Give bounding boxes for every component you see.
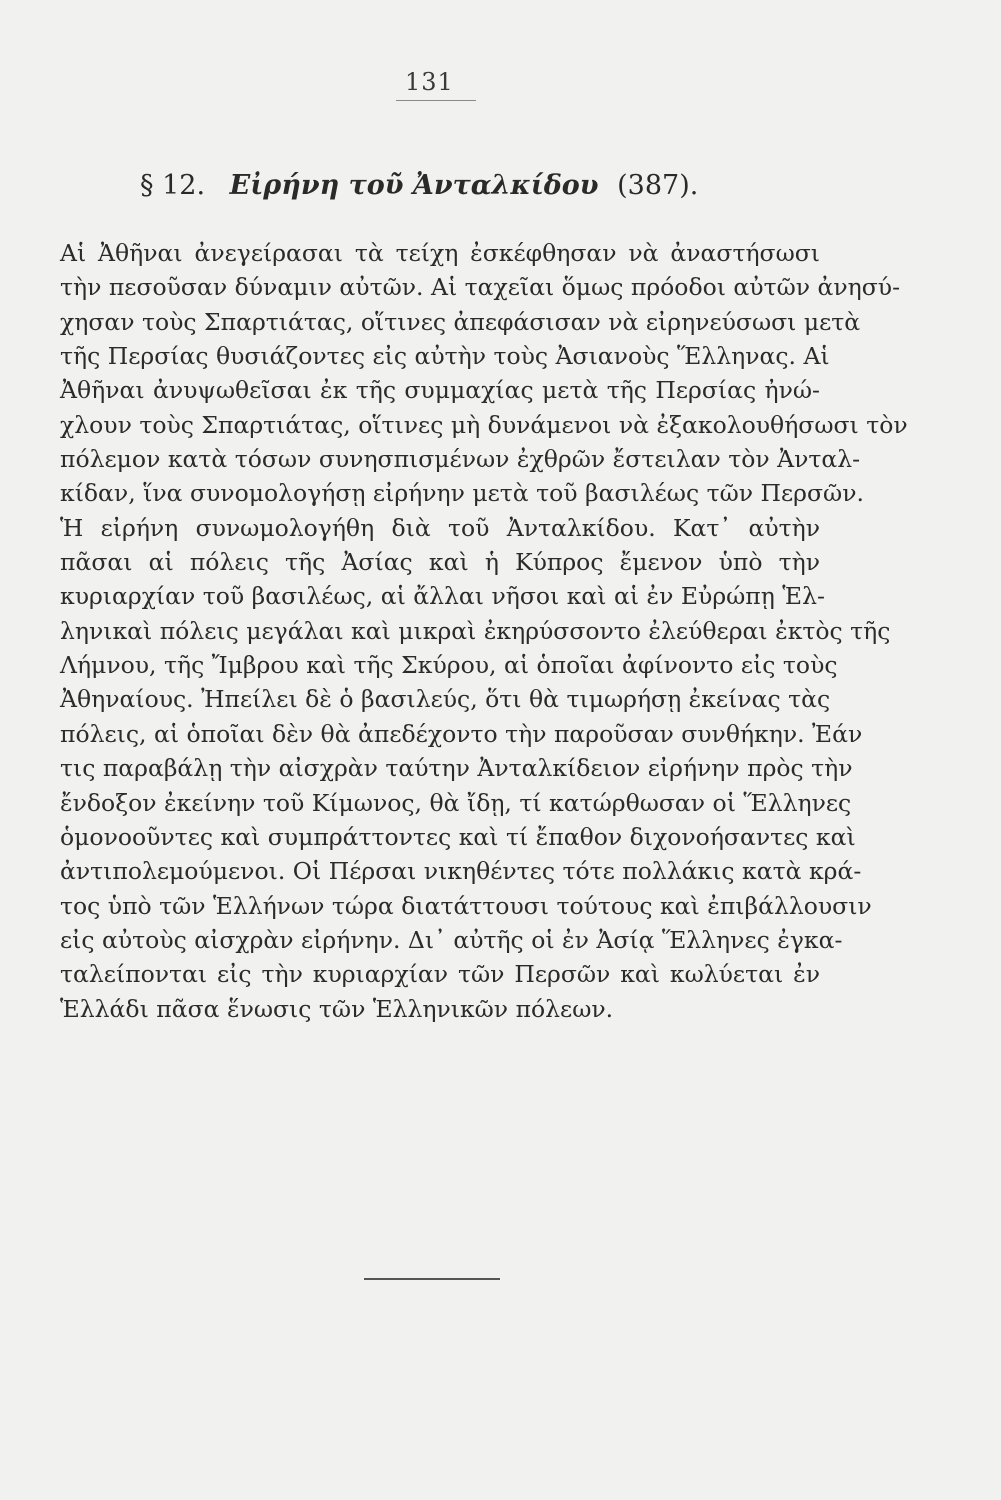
text-line: τος ὑπὸ τῶν Ἑλλήνων τώρα διατάττουσι τούτους καὶ ἐπιβάλλουσιν <box>60 891 872 920</box>
text-line: ληνικαὶ πόλεις μεγάλαι καὶ μικραὶ ἐκηρύσσοντο ἐλεύθεραι ἐκτὸς τῆς <box>60 616 891 645</box>
page-number-rule <box>396 100 476 101</box>
body-text <box>60 236 908 1026</box>
text-line: πόλεις, αἱ ὁποῖαι δὲν θὰ ἀπεδέχοντο τὴν παροῦσαν συνθήκην. Ἐάν <box>60 719 863 748</box>
text-line: Ἀθῆναι ἀνυψωθεῖσαι ἐκ τῆς συμμαχίας μετὰ τῆς Περσίας ἠνώ- <box>60 376 820 405</box>
text-line: Ἡ εἰρήνη συνωμολογήθη διὰ τοῦ Ἀνταλκίδου. Κατ᾽ αὐτὴν <box>60 513 820 542</box>
text-line: εἰς αὐτοὺς αἰσχρὰν εἰρήνην. Δι᾽ αὐτῆς οἱ ἐν Ἀσίᾳ Ἕλληνες ἐγκα- <box>60 925 843 954</box>
text-line: τῆς Περσίας θυσιάζοντες εἰς αὐτὴν τοὺς Ἀσιανοὺς Ἕλληνας. Αἱ <box>60 342 830 371</box>
text-line: Λήμνου, τῆς Ἴμβρου καὶ τῆς Σκύρου, αἱ ὁποῖαι ἀφίνοντο εἰς τοὺς <box>60 651 838 680</box>
text-line: πᾶσαι αἱ πόλεις τῆς Ἀσίας καὶ ἡ Κύπρος ἔμενον ὑπὸ τὴν <box>60 548 820 577</box>
text-line: κίδαν, ἵνα συνομολογήσῃ εἰρήνην μετὰ τοῦ βασιλέως τῶν Περσῶν. <box>60 479 864 508</box>
text-line: Αἱ Ἀθῆναι ἀνεγείρασαι τὰ τείχη ἐσκέφθησαν νὰ ἀναστήσωσι <box>60 239 820 267</box>
text-line: Ἀθηναίους. Ἠπείλει δὲ ὁ βασιλεύς, ὅτι θὰ τιμωρήσῃ ἐκείνας τὰς <box>60 685 831 714</box>
section-heading <box>140 170 698 201</box>
text-line: τις παραβάλῃ τὴν αἰσχρὰν ταύτην Ἀνταλκίδειον εἰρήνην πρὸς τὴν <box>60 754 853 783</box>
section-year: (387). <box>617 170 699 201</box>
text-line: χλουν τοὺς Σπαρτιάτας, οἵτινες μὴ δυνάμενοι νὰ ἐξακολουθήσωσι τὸν <box>60 410 908 439</box>
text-line: ταλείπονται εἰς τὴν κυριαρχίαν τῶν Περσῶν καὶ κωλύεται ἐν <box>60 960 820 989</box>
text-line: κυριαρχίαν τοῦ βασιλέως, αἱ ἄλλαι νῆσοι καὶ αἱ ἐν Εὐρώπῃ Ἑλ- <box>60 582 825 611</box>
text-line: χησαν τοὺς Σπαρτιάτας, οἵτινες ἀπεφάσισαν νὰ εἰρηνεύσωσι μετὰ <box>60 307 861 336</box>
page-number: 131 <box>405 68 454 96</box>
text-line: ὁμονοοῦντες καὶ συμπράττοντες καὶ τί ἔπαθον διχονοήσαντες καὶ <box>60 822 856 851</box>
text-line: ἀντιπολεμούμενοι. Οἱ Πέρσαι νικηθέντες τότε πολλάκις κατὰ κρά- <box>60 857 862 886</box>
bottom-rule <box>364 1278 500 1280</box>
text-line: ἔνδοξον ἐκείνην τοῦ Κίμωνος, θὰ ἴδῃ, τί κατώρθωσαν οἱ Ἕλληνες <box>60 788 852 817</box>
section-title: Εἰρήνη τοῦ Ἀνταλκίδου <box>229 170 599 201</box>
section-number: § 12. <box>140 170 206 201</box>
text-line: Ἑλλάδι πᾶσα ἕνωσις τῶν Ἑλληνικῶν πόλεων. <box>60 994 614 1023</box>
text-line: πόλεμον κατὰ τόσων συνησπισμένων ἐχθρῶν ἔστειλαν τὸν Ἀνταλ- <box>60 445 861 474</box>
text-line: τὴν πεσοῦσαν δύναμιν αὐτῶν. Αἱ ταχεῖαι ὅμως πρόοδοι αὐτῶν ἀνησύ- <box>60 273 901 302</box>
